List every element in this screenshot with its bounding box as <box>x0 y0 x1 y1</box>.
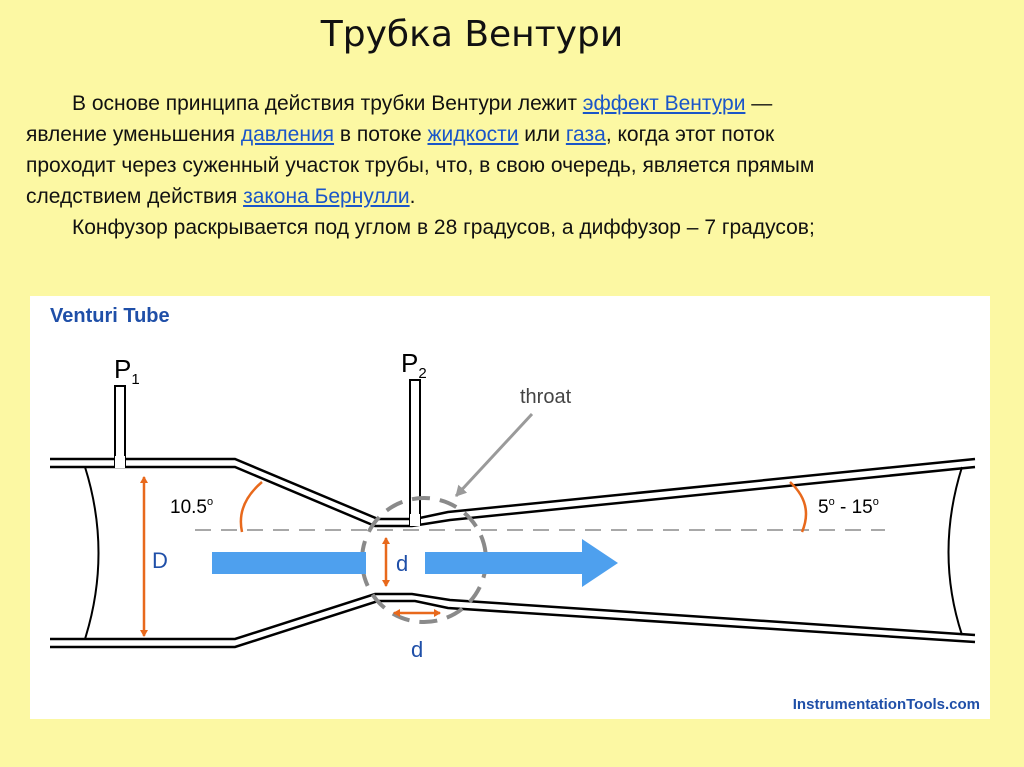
text-fragment: В основе принципа действия трубки Вентури лежит <box>72 92 583 115</box>
venturi-diagram <box>30 296 990 719</box>
link-pressure[interactable]: давления <box>240 123 335 146</box>
inlet-end-arc <box>85 467 99 639</box>
flow-arrow-tail <box>212 552 366 574</box>
venturi-svg <box>30 296 990 719</box>
link-liquid[interactable]: жидкости <box>427 123 519 146</box>
angles-sentence: Конфузор раскрывается под углом в 28 градусов, а диффузор – 7 градусов; <box>72 216 815 239</box>
diagram-title: Venturi Tube <box>50 305 170 327</box>
text-fragment: следствием действия <box>26 185 244 208</box>
text-fragment: — <box>745 92 773 115</box>
paragraph-line-1 <box>26 88 1006 119</box>
p1-tap <box>115 386 125 466</box>
text-fragment: , когда этот поток <box>605 123 775 146</box>
throat-diameter-label: d <box>396 551 409 576</box>
outlet-angle-label: 5$^o$ - 15$^o$ <box>818 496 879 518</box>
pipe-diameter-label: D <box>152 548 168 573</box>
paragraph-line-3: проходит через суженный участок трубы, что, в свою очередь, является прямым <box>26 154 815 177</box>
p2-tap <box>410 380 420 524</box>
p2-label: $P_2$ <box>401 348 427 382</box>
p1-label: $P_1$ <box>114 354 140 388</box>
throat-width-label: d <box>411 637 424 662</box>
description-text <box>26 88 1006 243</box>
text-fragment: явление уменьшения <box>26 123 241 146</box>
paragraph-line-2 <box>26 119 1006 150</box>
paragraph-line-4 <box>26 181 1006 212</box>
inlet-angle-label: 10.5$^o$ <box>170 496 214 518</box>
pipe-lower-wall <box>50 594 975 647</box>
throat-pointer-arrow <box>456 414 532 496</box>
text-fragment: в потоке <box>334 123 428 146</box>
link-bernoulli[interactable]: закона Бернулли <box>243 185 410 208</box>
source-watermark: InstrumentationTools.com <box>792 696 980 713</box>
text-fragment: или <box>518 123 566 146</box>
link-venturi-effect[interactable]: эффект Вентури <box>582 92 746 115</box>
slide-title: Трубка Вентури <box>320 14 624 55</box>
throat-label: throat <box>520 386 572 408</box>
paragraph-line-5 <box>26 212 1006 243</box>
text-fragment: . <box>409 185 416 208</box>
outlet-end-arc <box>949 467 963 635</box>
inlet-angle-arc <box>241 482 262 532</box>
flow-arrow-head <box>425 539 618 587</box>
link-gas[interactable]: газа <box>565 123 606 146</box>
outlet-angle-arc <box>790 482 806 532</box>
